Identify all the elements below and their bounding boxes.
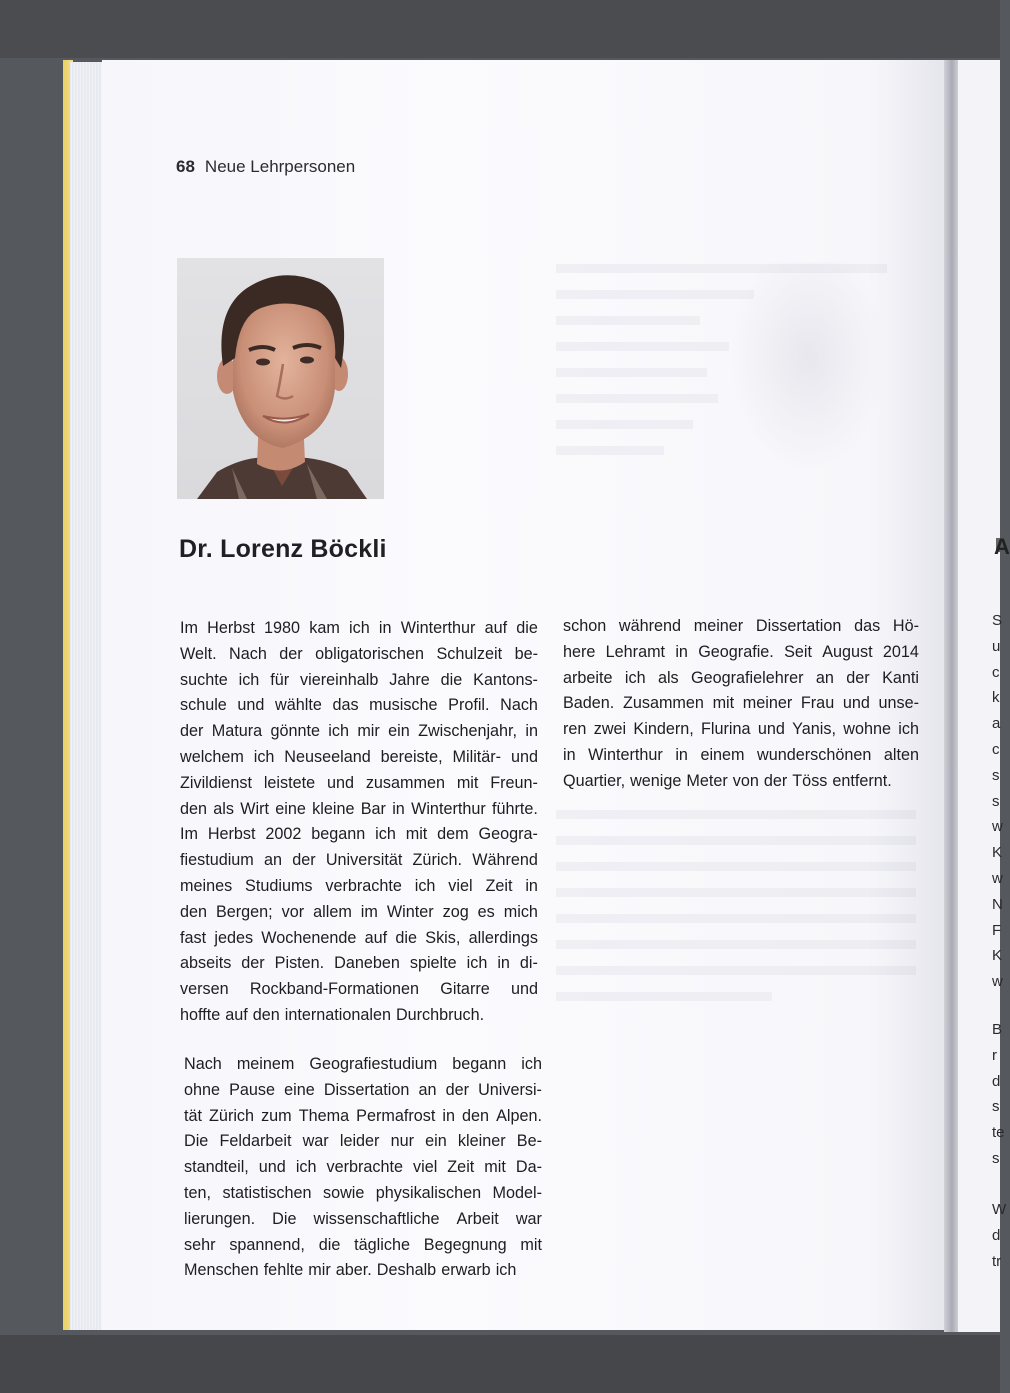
text-line: ohne Pause eine Dissertation an der Universi- <box>184 1080 542 1099</box>
facing-page-letter: s <box>992 1098 1000 1116</box>
text-line: ten, statistischen sowie physikalischen Model- <box>184 1183 542 1202</box>
text-line: versen Rockband-Formationen Gitarre und <box>180 980 538 999</box>
paragraph-biography-1 <box>180 616 538 1029</box>
profile-name: Dr. Lorenz Böckli <box>179 535 387 563</box>
paragraph-biography-3 <box>563 614 919 795</box>
text-line: meines Studiums verbrachte ich viel Zeit in <box>180 876 538 895</box>
portrait-illustration <box>177 258 384 499</box>
facing-page-letter: N <box>992 895 1003 913</box>
text-line: Nach meinem Geografiestudium begann ich <box>184 1055 542 1073</box>
text-line: suchte ich für viereinhalb Jahre die Kantons- <box>180 670 538 689</box>
text-line: Die Feldarbeit war leider nur ein kleiner Be- <box>184 1132 542 1151</box>
facing-page-letter: w <box>992 973 1003 991</box>
text-line: schule und wählte das musische Profil. Nach <box>180 696 538 715</box>
facing-page-letter: s <box>992 1150 1000 1167</box>
show-through-text <box>556 264 916 472</box>
facing-page-letter: te <box>992 1124 1005 1142</box>
text-line: tät Zürich zum Thema Permafrost in den Alpen. <box>184 1106 542 1125</box>
portrait-photo <box>177 258 384 499</box>
facing-page-heading-letter: A <box>994 534 1010 559</box>
facing-page-letter: c <box>992 663 1000 681</box>
facing-page-letter: r <box>992 1046 997 1064</box>
text-line: fiestudium an der Universität Zürich. Während <box>180 851 538 870</box>
facing-page-letter: tr <box>992 1252 1002 1270</box>
text-line: abseits der Pisten. Daneben spielte ich in di- <box>180 954 538 973</box>
show-through-text-lower <box>556 810 916 1018</box>
facing-page-letter: F <box>992 921 1002 939</box>
facing-page-letter: w <box>992 870 1003 887</box>
facing-page-letter: d <box>992 1226 1001 1244</box>
text-line: Baden. Zusammen mit meiner Frau und unse- <box>563 694 919 713</box>
text-line: der Matura gönnte ich mir ein Zwischenjahr, in <box>180 722 538 741</box>
facing-page-letter: s <box>992 766 1000 784</box>
facing-page-letter: k <box>992 689 1000 707</box>
text-line: standteil, und ich verbrachte viel Zeit mit Da- <box>184 1158 542 1177</box>
facing-page-letter: W <box>992 1201 1007 1218</box>
facing-page-letter: c <box>992 741 1000 758</box>
text-line: den Bergen; vor allem im Winter zog es mich <box>180 902 538 921</box>
text-line: sehr spannend, die tägliche Begegnung mit <box>184 1235 542 1254</box>
text-line: schon während meiner Dissertation das Hö- <box>563 617 919 635</box>
facing-page-letter: w <box>992 818 1003 836</box>
text-line: Welt. Nach der obligatorischen Schulzeit be- <box>180 644 538 663</box>
facing-page-letter: K <box>992 844 1003 862</box>
facing-page-fragment <box>958 60 1010 1332</box>
text-line: lierungen. Die wissenschaftliche Arbeit war <box>184 1209 542 1228</box>
facing-page-letter: a <box>992 715 1001 733</box>
facing-page-letter: d <box>992 1072 1001 1090</box>
facing-page-letter: S <box>992 612 1003 629</box>
text-line: Quartier, wenige Meter von der Töss entfernt. <box>563 771 892 790</box>
text-line: ren zwei Kindern, Flurina und Yanis, wohne ich <box>563 720 919 739</box>
section-title: Neue Lehrpersonen <box>204 157 356 176</box>
facing-page-letter: u <box>992 637 1001 655</box>
text-line: fast jedes Wochenende auf die Skis, allerdings <box>180 928 538 947</box>
scanner-background-top <box>0 0 1000 58</box>
paragraph-biography-2 <box>184 1052 542 1284</box>
text-line: Zivildienst leistete und zusammen mit Freun- <box>180 773 538 792</box>
text-line: Menschen fehlte mir aber. Deshalb erwarb ich <box>184 1261 517 1280</box>
text-line: in Winterthur in einem wunderschönen alten <box>563 745 919 764</box>
facing-page-letter: K <box>992 947 1003 965</box>
text-line: welchem ich Neuseeland bereiste, Militär- und <box>180 747 538 766</box>
page-number: 68 <box>176 157 195 176</box>
scanner-background-bottom <box>0 1335 1000 1393</box>
facing-page-letter: B <box>992 1021 1003 1038</box>
running-header <box>176 157 355 177</box>
facing-page-letter: s <box>992 792 1000 810</box>
text-line: Im Herbst 1980 kam ich in Winterthur auf die <box>180 619 538 637</box>
text-line: den als Wirt eine kleine Bar in Winterthur führte. <box>180 799 538 818</box>
text-line: Im Herbst 2002 begann ich mit dem Geogra- <box>180 825 538 844</box>
text-line: hoffte auf den internationalen Durchbruch. <box>180 1005 485 1024</box>
text-line: here Lehramt in Geografie. Seit August 2014 <box>563 642 919 661</box>
text-line: arbeite ich als Geografielehrer an der Kanti <box>563 668 919 687</box>
